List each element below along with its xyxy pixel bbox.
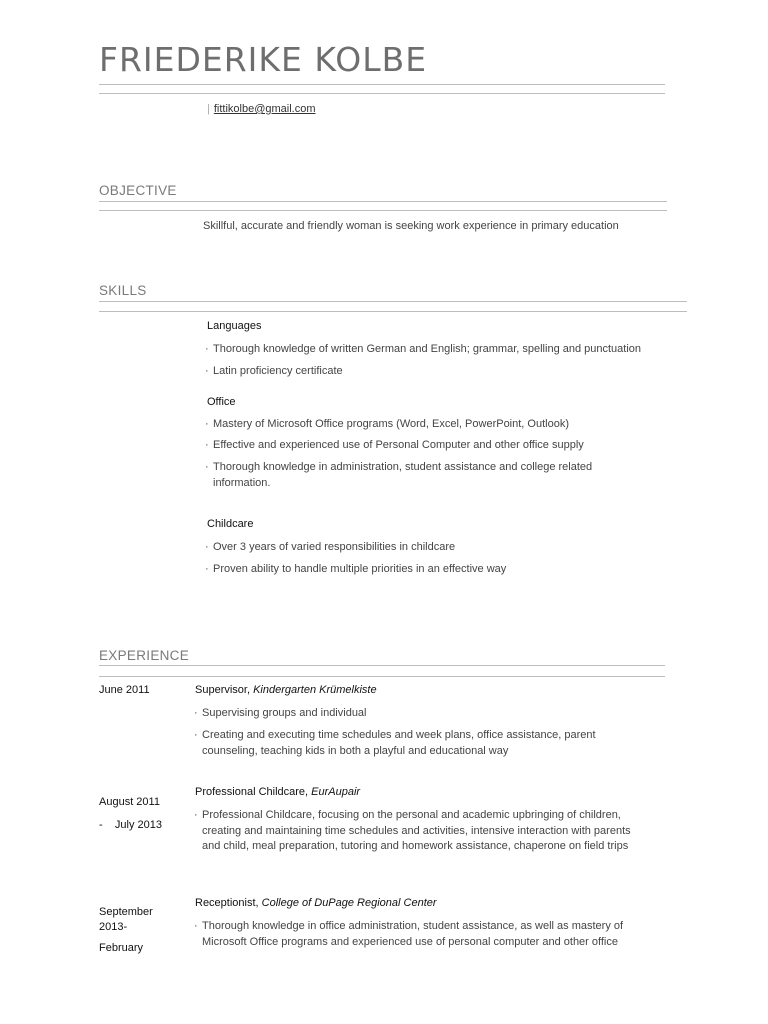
skill-group-title: Office [207, 396, 236, 408]
skill-item: · Latin proficiency certificate [205, 364, 673, 380]
skill-item: · Proven ability to handle multiple priorities in an effective way [205, 562, 673, 578]
skill-item: · Thorough knowledge in administration, student assistance and college related information. [205, 460, 613, 491]
divider [99, 84, 665, 85]
divider [99, 676, 665, 677]
job-item: · Thorough knowledge in office administration, student assistance, as well as mastery of Microsoft Office programs and experienced use of personal computer and other office [194, 919, 642, 950]
skill-item: · Effective and experienced use of Personal Computer and other office supply [205, 438, 673, 454]
job-item: · Creating and executing time schedules and week plans, office assistance, parent counseling, teaching kids in both a playful and educational way [194, 728, 612, 759]
contact-separator: | [207, 103, 210, 115]
email-link[interactable]: fittikolbe@gmail.com [213, 103, 316, 115]
divider [99, 301, 687, 302]
job-date: - July 2013 [99, 819, 162, 831]
experience-heading: EXPERIENCE [99, 648, 190, 663]
job-role: Professional Childcare, [195, 786, 312, 798]
job-item: · Supervising groups and individual [194, 706, 642, 722]
job-org: EurAupair [311, 786, 361, 798]
job-date: August 2011 [99, 796, 160, 808]
skill-group-title: Languages [207, 320, 262, 332]
job-role: Supervisor, [195, 684, 254, 696]
divider [99, 201, 667, 202]
job-role: Receptionist, [195, 897, 262, 909]
job-date: February [99, 942, 144, 954]
skill-item: · Mastery of Microsoft Office programs (Word, Excel, PowerPoint, Outlook) [205, 417, 673, 433]
job-org: Kindergarten Krümelkiste [253, 684, 377, 696]
job-title [195, 684, 377, 696]
objective-heading: OBJECTIVE [99, 183, 177, 198]
job-title [195, 897, 437, 909]
job-date: June 2011 [99, 684, 150, 696]
skill-group-title: Childcare [207, 518, 254, 530]
objective-text: Skillful, accurate and friendly woman is seeking work experience in primary education [203, 220, 619, 232]
divider [99, 93, 665, 94]
skill-item: · Over 3 years of varied responsibilities in childcare [205, 540, 673, 556]
job-date: September [99, 906, 153, 918]
divider [99, 311, 687, 312]
job-date: 2013- [99, 921, 128, 933]
job-title [195, 786, 360, 798]
candidate-name: FRIEDERIKE KOLBE [99, 40, 428, 79]
skills-heading: SKILLS [99, 283, 147, 298]
divider [99, 210, 667, 211]
contact-line [207, 103, 316, 115]
job-item: · Professional Childcare, focusing on the personal and academic upbringing of children, creating and maintaining time schedules and activities, intensive interaction with parents and child, meal preparation, tutoring and homework assistance, chaperone on field trips [194, 808, 642, 855]
job-org: College of DuPage Regional Center [261, 897, 437, 909]
divider [99, 665, 665, 666]
skill-item: · Thorough knowledge of written German and English; grammar, spelling and punctuation [205, 342, 673, 358]
